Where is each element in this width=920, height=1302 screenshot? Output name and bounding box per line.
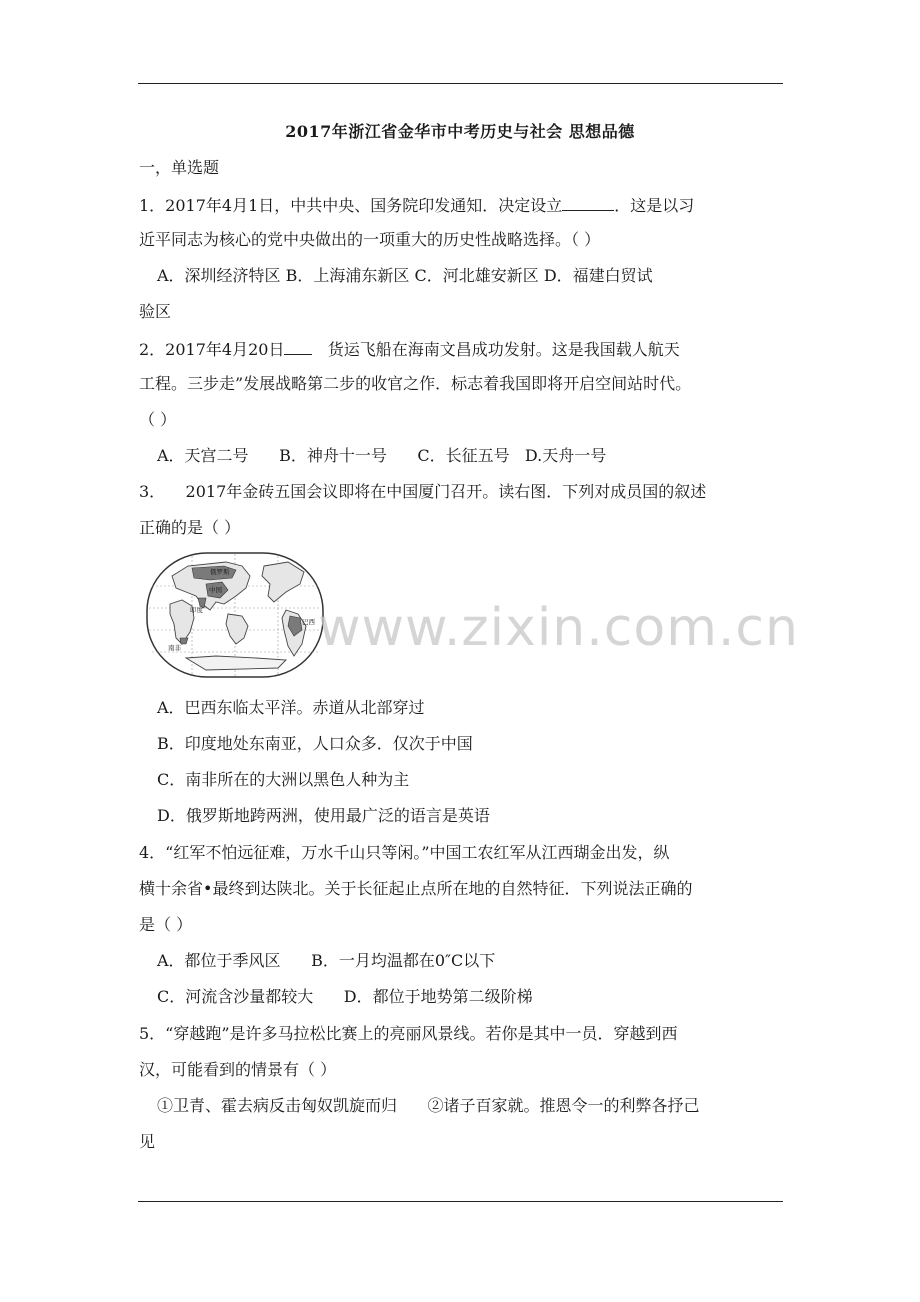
q2-line3: （ ） <box>139 410 177 429</box>
map-label-south-africa: 南非 <box>168 644 181 652</box>
q1-options: A．深圳经济特区 B．上海浦东新区 C．河北雄安新区 D．福建白贸试 <box>157 266 653 285</box>
q3-option-b: B．印度地处东南亚，人口众多．仅次于中国 <box>157 734 473 753</box>
q3-option-d: D．俄罗斯地跨两洲，使用最广泛的语言是英语 <box>157 806 490 825</box>
map-label-china: 中国 <box>209 586 222 594</box>
document-title: 2017年浙江省金华市中考历史与社会 思想品德 <box>285 122 635 141</box>
q2-text-b: 货运飞船在海南文昌成功发射。这是我国载人航天 <box>312 340 680 359</box>
watermark: www.zixin.com.cn <box>318 598 799 658</box>
q3-line2: 正确的是（ ） <box>139 518 241 537</box>
q4-options-1: A．都位于季风区 B．一月均温都在0″C以下 <box>157 951 496 970</box>
q5-line4: 见 <box>139 1132 156 1151</box>
map-label-india: 印度 <box>190 606 203 614</box>
map-label-russia: 俄罗斯 <box>210 568 230 576</box>
map-label-brazil: 巴西 <box>302 618 315 626</box>
q1-line1 <box>139 194 694 216</box>
q5-line2: 汉，可能看到的情景有（ ） <box>139 1060 337 1079</box>
q1-text-a: 1．2017年4月1日，中共中央、国务院印发通知．决定设立 <box>139 196 563 215</box>
world-map-figure <box>146 552 324 678</box>
q1-options-cont: 验区 <box>139 302 172 321</box>
q3-line1: 3． 2017年金砖五国会议即将在中国厦门召开。读右图．下列对成员国的叙述 <box>139 482 707 501</box>
footer-rule <box>138 1201 783 1202</box>
q2-options: A．天宫二号 B．神舟十一号 C．长征五号 D.天舟一号 <box>157 446 607 465</box>
q2-line2: 工程。三步走”发展战略第二步的收官之作．标志着我国即将开启空间站时代。 <box>139 374 692 393</box>
q2-text-a: 2．2017年4月20日 <box>139 340 285 359</box>
q4-line3: 是（ ） <box>139 915 193 934</box>
q5-line1: 5．“穿越跑”是许多马拉松比赛上的亮丽风景线。若你是其中一员．穿越到西 <box>139 1024 678 1043</box>
q4-line1: 4．“红军不怕远征难，万水千山只等闲。”中国工农红军从江西瑚金出发，纵 <box>139 843 670 862</box>
q3-option-c: C．南非所在的大洲以黑色人种为主 <box>157 770 410 789</box>
header-rule <box>138 83 783 84</box>
q2-line1 <box>139 338 680 360</box>
q1-answer-blank <box>562 194 614 211</box>
q2-answer-blank <box>284 338 312 355</box>
section-heading: 一，单选题 <box>139 158 220 177</box>
q1-text-b: ．这是以习 <box>614 196 695 215</box>
q4-options-2: C．河流含沙量都较大 D．都位于地势第二级阶梯 <box>157 987 533 1006</box>
q1-line2: 近平同志为核心的党中央做出的一项重大的历史性战略选择。（ ） <box>139 230 601 249</box>
q5-line3: ①卫青、霍去病反击匈奴凯旋而归 ②诸子百家就。推恩令一的利弊各抒己 <box>157 1096 700 1115</box>
q4-line2: 横十余省•最终到达陕北。关于长征起止点所在地的自然特征．下列说法正确的 <box>139 879 693 898</box>
q3-option-a: A．巴西东临太平洋。赤道从北部穿过 <box>157 698 425 717</box>
